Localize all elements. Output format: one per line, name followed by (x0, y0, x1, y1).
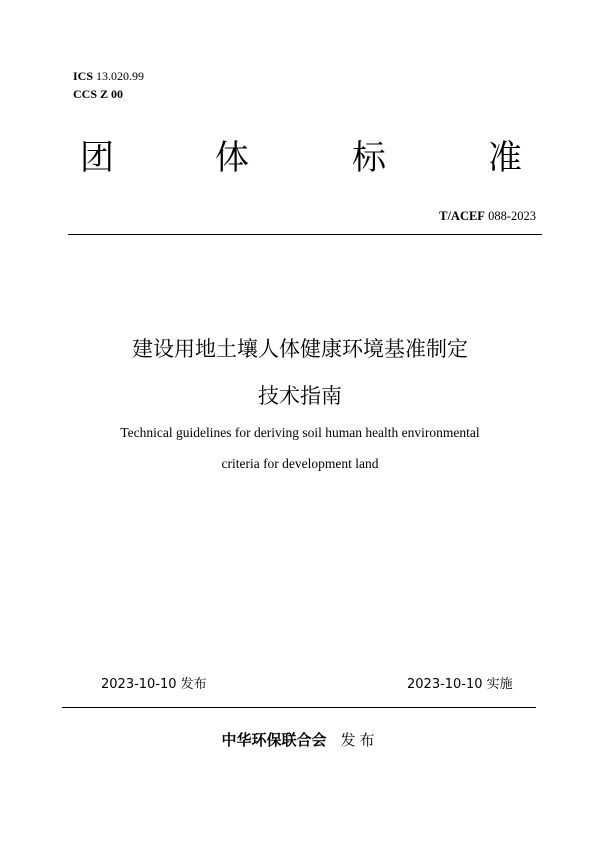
ccs-code (73, 86, 123, 102)
publish-date: 2023-10-10 发布 (101, 677, 207, 692)
bottom-divider (62, 707, 536, 708)
doc-type-char-4: 准 (488, 138, 522, 178)
standard-number-prefix: T/ACEF (439, 209, 485, 223)
standard-number (439, 208, 536, 224)
title-cn-line-1: 建设用地土壤人体健康环境基准制定 (132, 337, 468, 361)
publisher-name: 中华环保联合会 (221, 731, 327, 749)
title-cn-line-2: 技术指南 (258, 384, 342, 408)
ics-code (73, 68, 144, 84)
standard-number-suffix: 088-2023 (488, 209, 536, 223)
implement-date: 2023-10-10 实施 (407, 677, 513, 692)
title-en-line-2: criteria for development land (221, 456, 379, 471)
ccs-label: CCS (73, 87, 98, 101)
document-type-heading (0, 136, 600, 180)
title-en-line-1: Technical guidelines for deriving soil human health environmental (120, 425, 480, 440)
doc-type-char-3: 标 (352, 138, 386, 178)
doc-type-char-1: 团 (80, 138, 114, 178)
ccs-value: Z 00 (100, 87, 124, 101)
doc-type-char-2: 体 (215, 138, 249, 178)
ics-value: 13.020.99 (96, 69, 145, 83)
ics-label: ICS (73, 69, 94, 83)
top-divider (68, 234, 542, 235)
publish-action: 发布 (340, 731, 379, 749)
publisher-line (0, 730, 600, 750)
